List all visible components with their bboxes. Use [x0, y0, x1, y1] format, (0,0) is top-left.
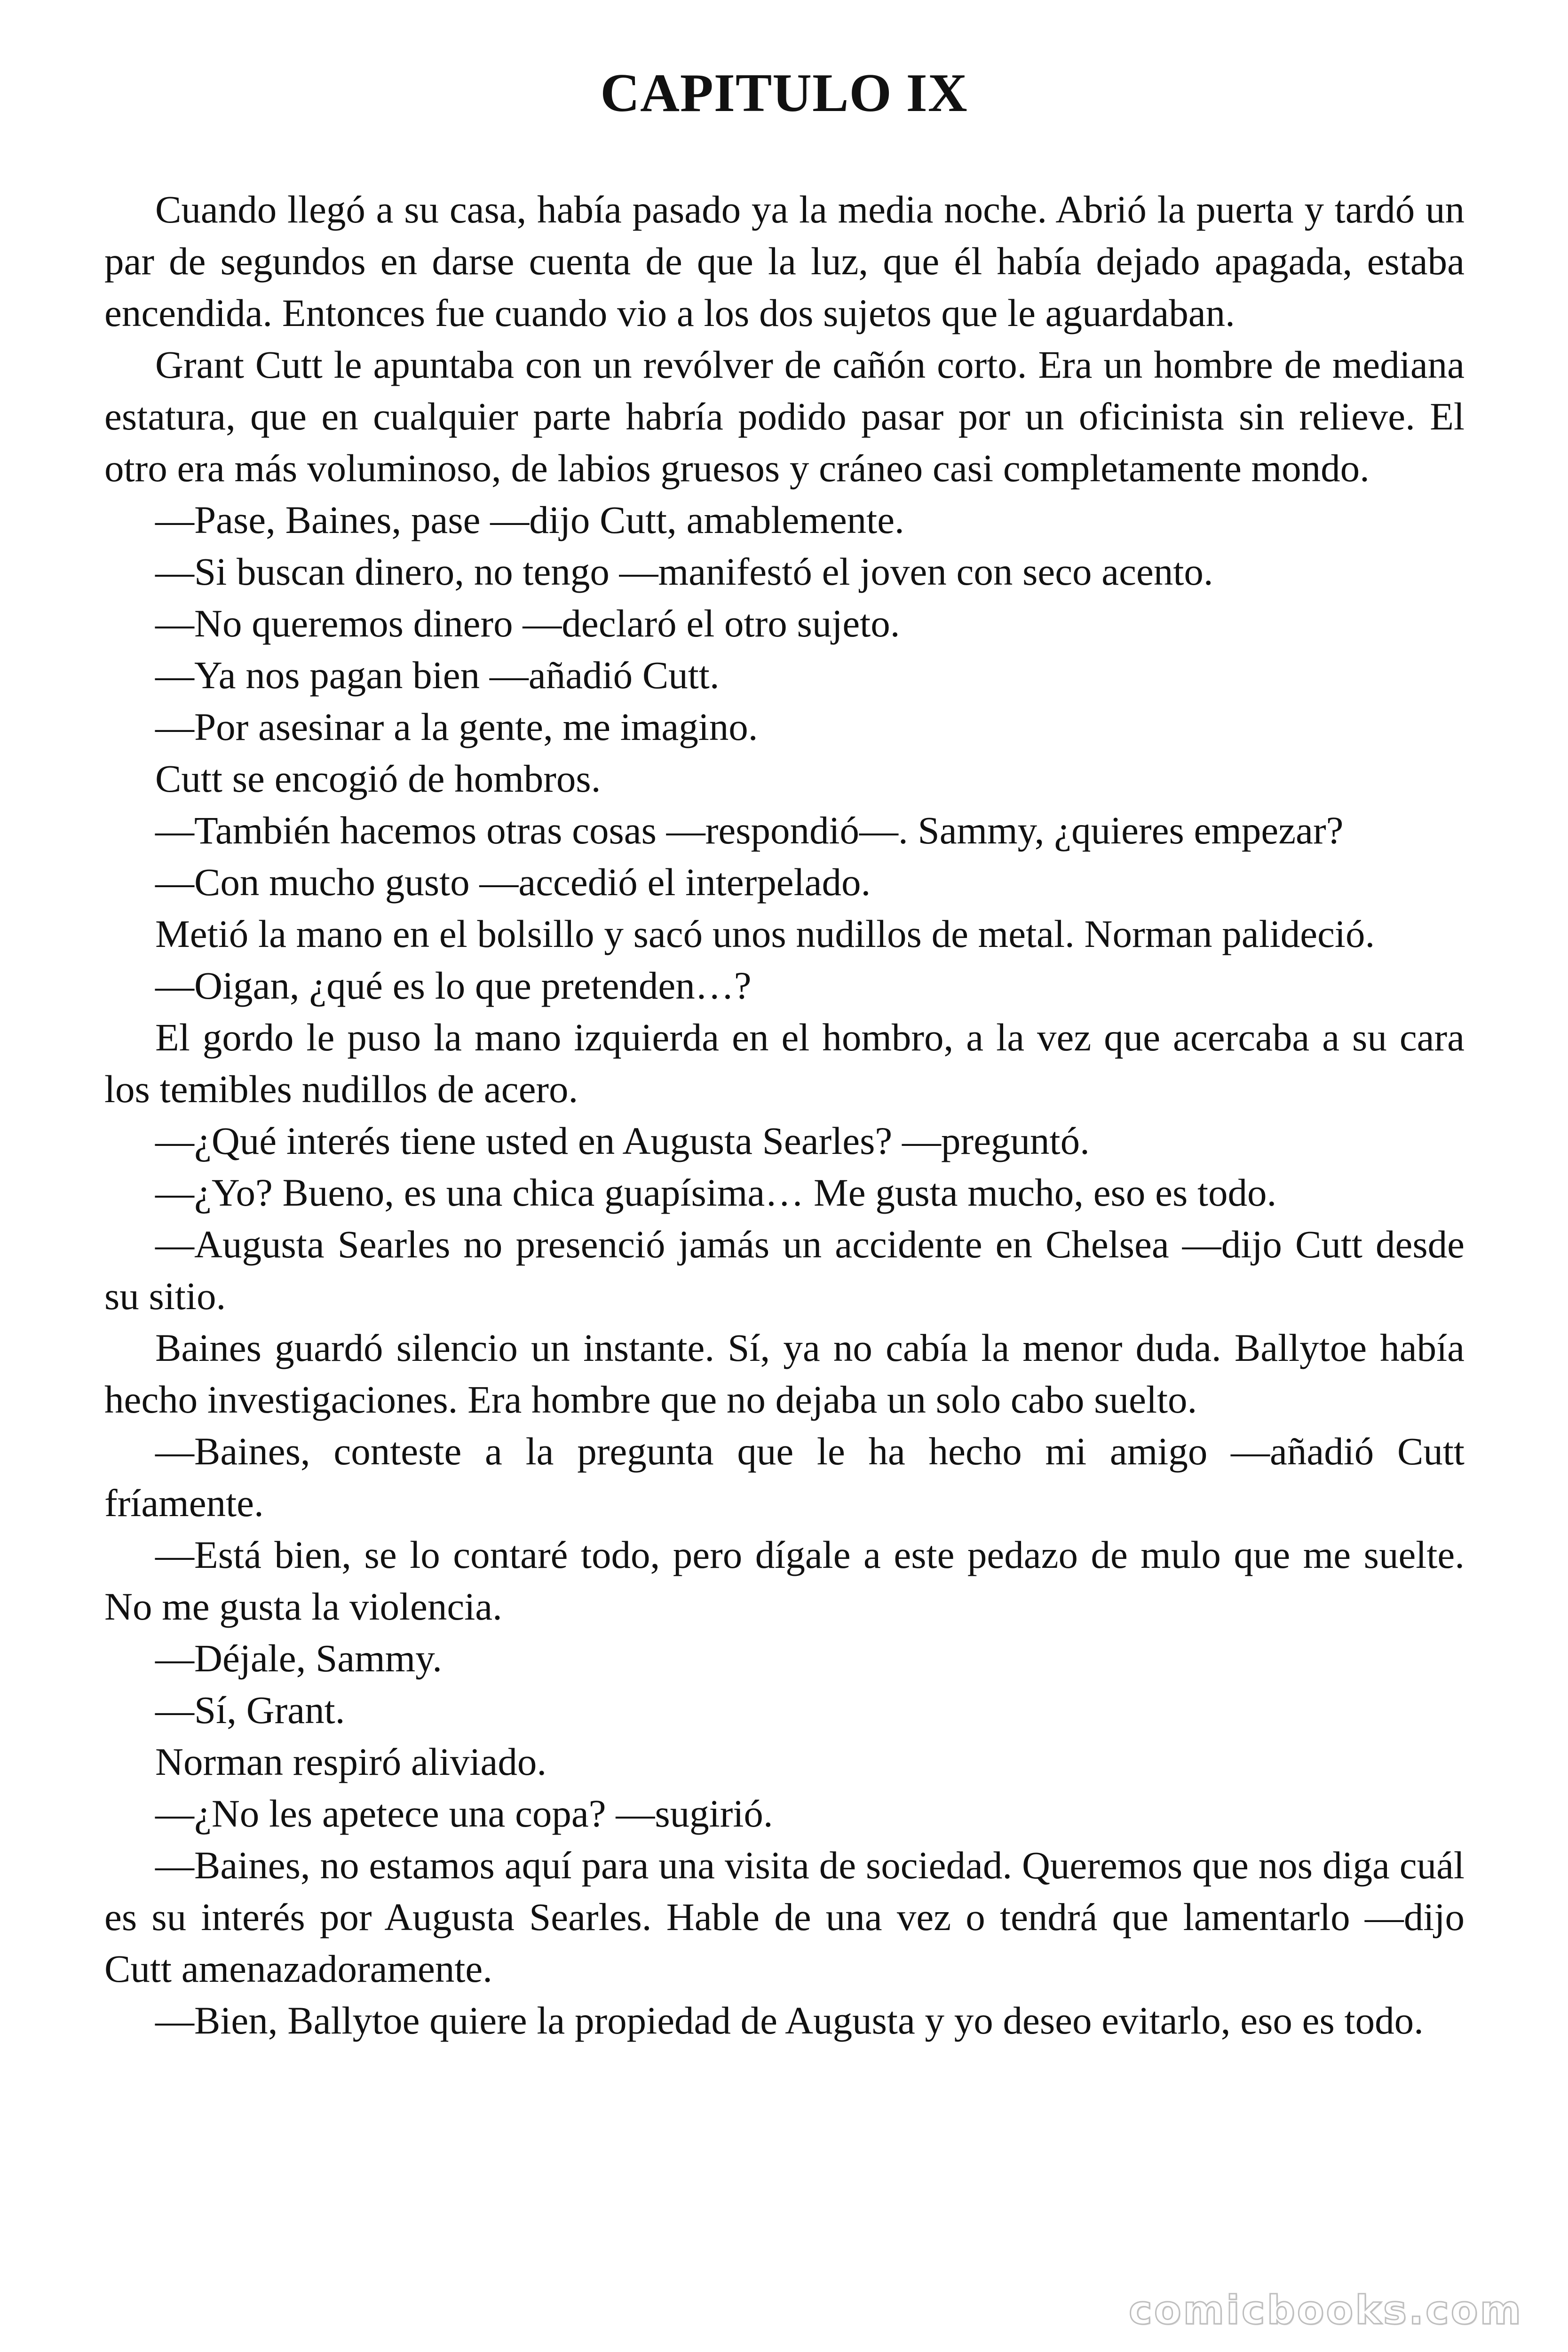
paragraph: —Si buscan dinero, no tengo —manifestó el joven con seco acento.: [155, 550, 1213, 593]
paragraph: —Pase, Baines, pase —dijo Cutt, amablemente.: [155, 498, 904, 541]
paragraph: —Déjale, Sammy.: [155, 1637, 443, 1680]
paragraph: El gordo le puso la mano izquierda en el hombro, a la vez que acercaba a su cara los temibles nudillos de acero.: [104, 1016, 1465, 1111]
paragraph: Grant Cutt le apuntaba con un revólver de cañón corto. Era un hombre de mediana estatura, que en cualquier parte habría podido pasar por un oficinista sin relieve. El otro era más voluminoso, de labios gruesos y cráneo casi completamente mondo.: [104, 343, 1465, 490]
chapter-title: CAPITULO IX: [600, 63, 968, 123]
paragraph: —¿No les apetece una copa? —sugirió.: [155, 1792, 773, 1835]
chapter-body: [104, 183, 1465, 2046]
paragraph: —También hacemos otras cosas —respondió—. Sammy, ¿quieres empezar?: [155, 809, 1344, 852]
paragraph: —¿Qué interés tiene usted en Augusta Searles? —preguntó.: [155, 1119, 1090, 1162]
paragraph: —Bien, Ballytoe quiere la propiedad de Augusta y yo deseo evitarlo, eso es todo.: [155, 1999, 1424, 2042]
paragraph: —Con mucho gusto —accedió el interpelado.: [155, 860, 871, 904]
paragraph: —Augusta Searles no presenció jamás un accidente en Chelsea —dijo Cutt desde su sitio.: [104, 1223, 1465, 1318]
paragraph: —Ya nos pagan bien —añadió Cutt.: [155, 653, 720, 697]
paragraph: Cuando llegó a su casa, había pasado ya la media noche. Abrió la puerta y tardó un par de segundos en darse cuenta de que la luz, que él había dejado apagada, estaba encendida. Entonces fue cuando vio a los dos sujetos que le aguardaban.: [104, 188, 1465, 334]
paragraph: —Baines, conteste a la pregunta que le ha hecho mi amigo —añadió Cutt fríamente.: [104, 1430, 1465, 1525]
watermark: comicbooks.com: [1129, 2287, 1523, 2333]
paragraph: —¿Yo? Bueno, es una chica guapísima… Me gusta mucho, eso es todo.: [155, 1171, 1277, 1214]
paragraph: —Está bien, se lo contaré todo, pero dígale a este pedazo de mulo que me suelte. No me gusta la violencia.: [104, 1533, 1465, 1628]
paragraph: Metió la mano en el bolsillo y sacó unos nudillos de metal. Norman palideció.: [155, 912, 1375, 955]
paragraph: —Baines, no estamos aquí para una visita de sociedad. Queremos que nos diga cuál es su interés por Augusta Searles. Hable de una vez o tendrá que lamentarlo —dijo Cutt amenazadoramente.: [104, 1843, 1465, 1990]
paragraph: —No queremos dinero —declaró el otro sujeto.: [155, 602, 900, 645]
paragraph: Norman respiró aliviado.: [155, 1740, 547, 1783]
paragraph: —Oigan, ¿qué es lo que pretenden…?: [155, 964, 752, 1007]
paragraph: —Por asesinar a la gente, me imagino.: [155, 705, 758, 748]
paragraph: Cutt se encogió de hombros.: [155, 757, 601, 800]
paragraph: —Sí, Grant.: [155, 1688, 345, 1732]
paragraph: Baines guardó silencio un instante. Sí, ya no cabía la menor duda. Ballytoe había hecho investigaciones. Era hombre que no dejaba un solo cabo suelto.: [104, 1326, 1465, 1421]
